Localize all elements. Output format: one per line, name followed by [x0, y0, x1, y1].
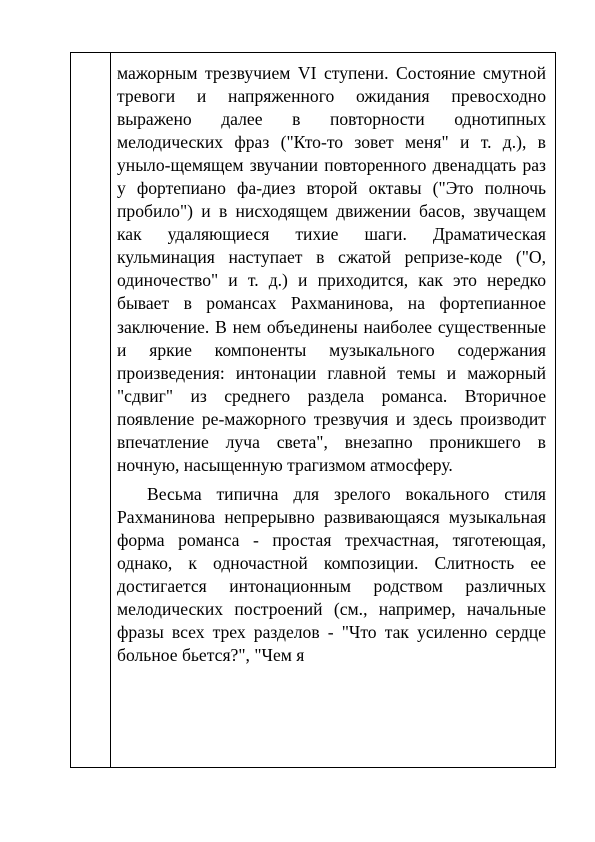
- paragraph-2: Весьма типична для зрелого вокального стиля Рахманинова непрерывно развивающаяся музыкальная форма романса - простая трехчастная, тяготеющая, однако, к одночастной композиции. Слитность ее достигается интонационным родством различных мелодических построений (см., например, начальные фразы всех трех разделов - "Что так усиленно сердце больное бьется?", "Чем я: [117, 483, 546, 666]
- text-column: [117, 62, 546, 667]
- column-divider: [110, 52, 111, 768]
- paragraph-1: мажорным трезвучием VI ступени. Состояние смутной тревоги и напряженного ожидания превосходно выражено далее в повторности однотипных мелодических фраз ("Кто-то зовет меня" и т. д.), в уныло-щемящем звучании повторенного двенадцать раз у фортепиано фа-диез второй октавы ("Это полночь пробило") и в нисходящем движении басов, звучащем как удаляющиеся тихие шаги. Драматическая кульминация наступает в сжатой репризе-коде ("О, одиночество" и т. д.) и приходится, как это нередко бывает в романсах Рахманинова, на фортепианное заключение. В нем объединены наиболее существенные и яркие компоненты музыкального содержания произведения: интонации главной темы и мажорный "сдвиг" из среднего раздела романса. Вторичное появление ре-мажорного трезвучия и здесь производит впечатление луча света", внезапно проникшего в ночную, насыщенную трагизмом атмосферу.: [117, 63, 546, 475]
